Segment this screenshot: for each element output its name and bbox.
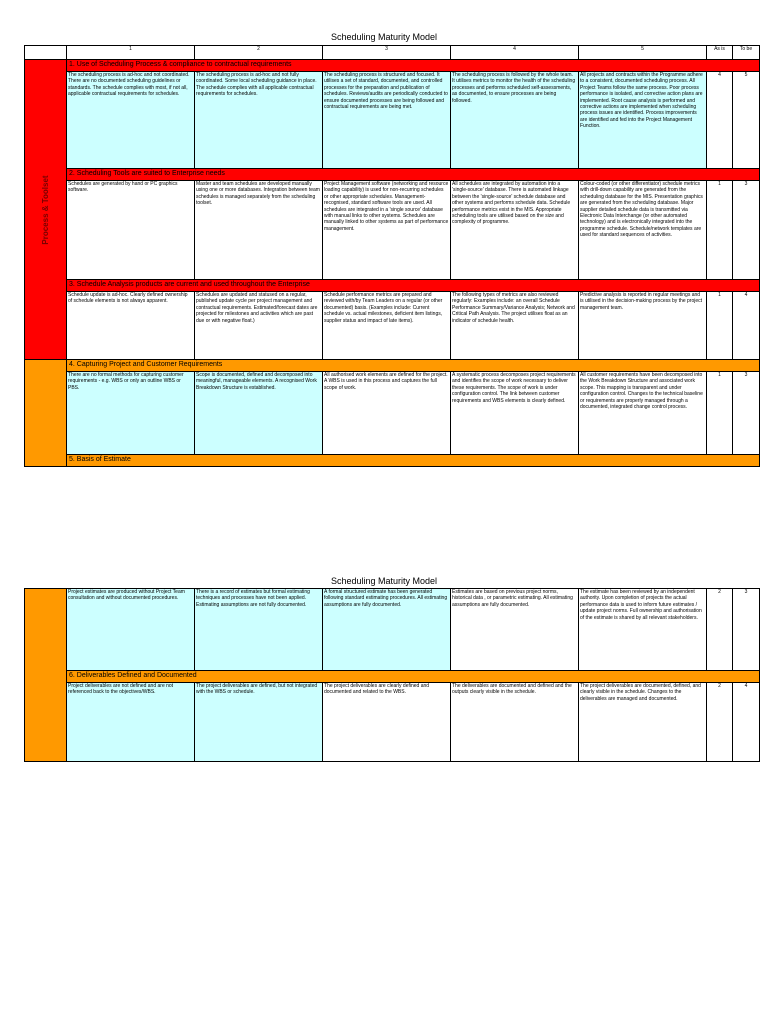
cell-level-2: Scope is documented, defined and decomposed into meaningful, manageable elements. A recognised Work Breakdown Structure is established. [195,372,323,455]
maturity-table-page2 [24,588,760,762]
section-3-row [25,292,760,360]
cell-level-3: Project Management software (networking and resource loading capability) is used for non-recurring schedules or other appropriate schedules. Management-recognised, standard software tools are used. All schedules are integrated in a 'single source' database with manual links to other systems. Schedules are manually linked to other systems as part of performance management. [323,181,451,280]
header-level-3: 3 [323,46,451,60]
header-blank [25,46,67,60]
cell-level-5: All projects and contracts within the Programme adhere to a consistent, documented scheduling process. All Project Teams follow the same process. Poor process performance is isolated, and corrective action plans are implemented. Root cause analysis is performed and corrective actions are implemented when scheduling process issues are identified. Process improvements are identified and fed into the Project Management Function. [579,72,707,169]
cell-level-1: The scheduling process is ad-hoc and not coordinated. There are no documented scheduling guidelines or standards. The schedule complies with most, if not all, applicable contractual requirements for schedules. [67,72,195,169]
as-is-score: 2 [707,589,733,671]
to-be-score: 5 [733,72,760,169]
header-level-1: 1 [67,46,195,60]
cell-level-4: The scheduling process is followed by the whole team. It utilises metrics to monitor the health of the scheduling processes and performs scheduled self-assessments, as documented, to ensure processes are being followed. [451,72,579,169]
header-to-be: To be [733,46,760,60]
section-title: 4. Capturing Project and Customer Requirements [67,360,760,372]
cell-level-3: The scheduling process is structured and focused. It utilises a set of standard, documented, and controlled processes for the preparation and publication of schedules. Reviews/audits are periodically conducted to ensure documented processes are being followed and contractual requirements are being met. [323,72,451,169]
section-2-header [25,169,760,181]
cell-level-3: All authorised work elements are defined for the project. A WBS is used in this process and captures the full scope of work. [323,372,451,455]
section-title: 6. Deliverables Defined and Documented [67,671,760,683]
process-toolset-sidebar [25,60,67,360]
cell-level-5: The project deliverables are documented, defined, and clearly visible in the schedule. Changes to the deliverables are managed and documented. [579,683,707,762]
cell-level-1: Schedule update is ad-hoc. Clearly defined ownership of schedule elements is not always apparent. [67,292,195,360]
header-level-5: 5 [579,46,707,60]
section-5-row [25,589,760,671]
cell-level-2: The scheduling process is ad-hoc and not fully coordinated. Some local scheduling guidance in place. The schedule complies with all applicable contractual requirements for schedules. [195,72,323,169]
as-is-score: 2 [707,683,733,762]
section-6-header [25,671,760,683]
section-title: 1. Use of Scheduling Process & compliance to contractual requirements [67,60,760,72]
header-as-is: As is [707,46,733,60]
to-be-score: 3 [733,372,760,455]
cell-level-5: All customer requirements have been decomposed into the Work Breakdown Structure and associated work scope. This mapping is transparent and under configuration control. Changes to the technical baseline or requirements are properly managed through a documented, integrated change control process. [579,372,707,455]
section-2-row [25,181,760,280]
cell-level-1: Schedules are generated by hand or PC graphics software. [67,181,195,280]
cell-level-4: Estimates are based on previous project norms, historical data , or parametric estimating. All estimating assumptions are fully documented. [451,589,579,671]
section-5-header [25,455,760,467]
section-4-header [25,360,760,372]
as-is-score: 1 [707,181,733,280]
section-6-row [25,683,760,762]
section-1-header [25,60,760,72]
section-1-row [25,72,760,169]
to-be-score: 4 [733,683,760,762]
page-title: Scheduling Maturity Model [330,576,438,586]
to-be-score: 3 [733,589,760,671]
as-is-score: 4 [707,72,733,169]
header-level-2: 2 [195,46,323,60]
section-title: 2. Scheduling Tools are suited to Enterprise needs [67,169,760,181]
cell-level-4: All schedules are integrated by automation into a 'single-source' database. There is automated linkage between the 'single-source' schedule database and other systems and performs schedule data. Schedule performance metrics exist in the MIS. Appropriate scheduling tools are utilised based on the size and complexity of programme. [451,181,579,280]
as-is-score: 1 [707,372,733,455]
column-header-row [25,46,760,60]
section-3-header [25,280,760,292]
section-title: 3. Schedule Analysis products are current and used throughout the Enterprise [67,280,760,292]
cell-level-2: There is a record of estimates but formal estimating techniques and processes have not been applied. Estimating assumptions are not fully documented. [195,589,323,671]
cell-level-3: The project deliverables are clearly defined and documented and related to the WBS. [323,683,451,762]
to-be-score: 4 [733,292,760,360]
cell-level-2: Master and team schedules are developed manually using one or more databases. Integration between team schedules is managed separately from the scheduling toolset. [195,181,323,280]
side-label: Process & Toolset [40,174,50,245]
cell-level-4: The following types of metrics are also reviewed regularly: Examples include: an overall Schedule Performance Summary/Variance Analysis; Network and Critical Path Analysis. The project utilises float as an indicator of schedule health. [451,292,579,360]
cell-level-3: Schedule performance metrics are prepared and reviewed with/by Team Leaders on a regular (or other documented) basis. (Examples include: Current schedule vs. actual milestones, deficient item listings, supplier status and impact of late items). [323,292,451,360]
as-is-score: 1 [707,292,733,360]
orange-sidebar [25,589,67,762]
cell-level-1: There are no formal methods for capturing customer requirements - e.g. WBS or only an outline WBS or PBS. [67,372,195,455]
section-4-row [25,372,760,455]
cell-level-2: The project deliverables are defined, but not integrated with the WBS or schedule. [195,683,323,762]
cell-level-1: Project estimates are produced without Project Team consultation and without documented procedures. [67,589,195,671]
cell-level-4: A systematic process decomposes project requirements and identifies the scope of work necessary to deliver these requirements. The scope of work is under configuration control. The link between customer requirements and WBS elements is clearly defined. [451,372,579,455]
cell-level-5: Predictive analysis is reported in regular meetings and is utilised in the decision-making process by the project management team. [579,292,707,360]
cell-level-4: The deliverables are documented and defined and the outputs clearly visible in the schedule. [451,683,579,762]
cell-level-3: A formal structured estimate has been generated following standard estimating procedures. All estimating assumptions are fully documented. [323,589,451,671]
header-level-4: 4 [451,46,579,60]
to-be-score: 3 [733,181,760,280]
orange-sidebar [25,360,67,467]
section-title: 5. Basis of Estimate [67,455,760,467]
page-title: Scheduling Maturity Model [330,32,438,42]
cell-level-5: Colour-coded (or other differentiator) schedule metrics with drill-down capability are generated from the scheduling database for the MIS. Presentation graphics are generated from the scheduling database. Major supplier detailed schedule data is transmitted via Electronic Data Interchange (or other automated technology) and is electronically integrated into the programme schedule. Schedule/network templates are used for standard sequences of activities. [579,181,707,280]
cell-level-1: Project deliverables are not defined and are not referenced back to the objectives/WBS. [67,683,195,762]
maturity-table-page1 [24,45,760,467]
cell-level-2: Schedules are updated and statused on a regular, published update cycle per project management and contractual requirements. Estimated/forecast dates are projected for milestones and activities which are past due or with negative float.) [195,292,323,360]
cell-level-5: The estimate has been reviewed by an independent authority. Upon completion of projects the actual performance data is used to inform future estimates / update project norms. Full ownership and authorisation of the estimate is shared by all relevant stakeholders. [579,589,707,671]
